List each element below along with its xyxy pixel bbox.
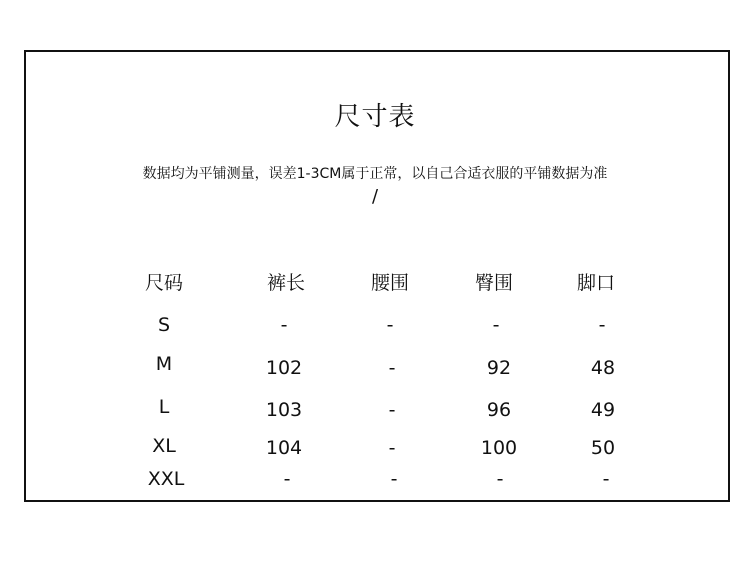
row-xl-waist: -: [388, 437, 396, 459]
row-xl-size: XL: [152, 435, 176, 457]
header-hip: 臀围: [474, 272, 513, 294]
row-xl-leg-opening: 50: [590, 437, 616, 459]
row-xxl-leg-opening: -: [602, 468, 610, 490]
row-xl-hip: 100: [480, 437, 518, 459]
row-xxl-size: XXL: [147, 468, 185, 490]
row-xxl-waist: -: [390, 468, 398, 490]
slash-mark: /: [371, 186, 379, 207]
row-m-hip: 92: [486, 357, 512, 379]
row-xl-pants-length: 104: [265, 437, 303, 459]
row-l-leg-opening: 49: [590, 399, 616, 421]
header-waist: 腰围: [370, 272, 409, 294]
row-m-leg-opening: 48: [590, 357, 616, 379]
row-s-size: S: [157, 314, 171, 336]
row-s-leg-opening: -: [598, 314, 606, 336]
row-l-hip: 96: [486, 399, 512, 421]
row-m-waist: -: [388, 357, 396, 379]
row-s-pants-length: -: [280, 314, 288, 336]
header-pants-length: 裤长: [266, 272, 305, 294]
row-s-hip: -: [492, 314, 500, 336]
measurement-note: 数据均为平铺测量，误差1-3CM属于正常，以自己合适衣服的平铺数据为准: [142, 166, 608, 182]
row-s-waist: -: [386, 314, 394, 336]
row-m-size: M: [155, 353, 173, 375]
row-xxl-pants-length: -: [283, 468, 291, 490]
header-leg-opening: 脚口: [576, 272, 615, 294]
row-l-size: L: [158, 396, 170, 418]
header-size: 尺码: [144, 272, 183, 294]
page-title: 尺寸表: [334, 102, 416, 132]
row-m-pants-length: 102: [265, 357, 303, 379]
row-xxl-hip: -: [496, 468, 504, 490]
row-l-pants-length: 103: [265, 399, 303, 421]
row-l-waist: -: [388, 399, 396, 421]
